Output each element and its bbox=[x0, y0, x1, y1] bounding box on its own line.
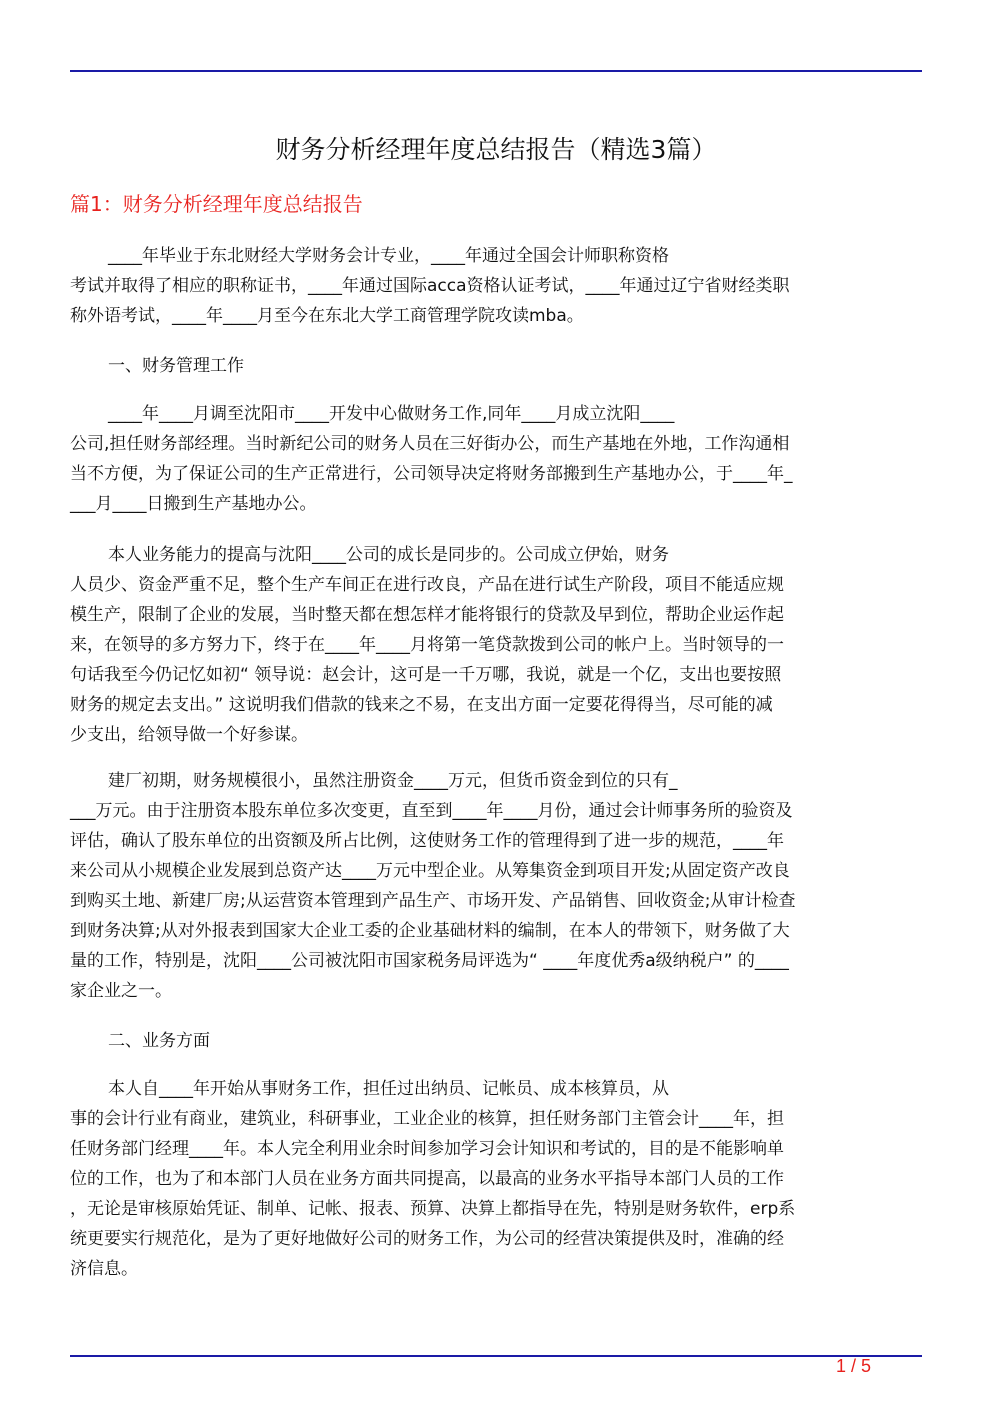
header-rule bbox=[70, 70, 922, 72]
text-line: 量的工作，特别是，沈阳____公司被沈阳市国家税务局评选为“ ____年度优秀a级纳税户” 的____ bbox=[70, 951, 789, 971]
section-heading: 篇1：财务分析经理年度总结报告 bbox=[70, 192, 363, 216]
page-number: 1 / 5 bbox=[836, 1356, 872, 1376]
text-line: 句话我至今仍记忆如初“ 领导说：赵会计，这可是一千万哪，我说，就是一个亿，支出也要按照 bbox=[70, 665, 782, 685]
text-line: 公司,担任财务部经理。当时新纪公司的财务人员在三好街办公，而生产基地在外地，工作沟通相 bbox=[70, 434, 790, 454]
text-line: ____年毕业于东北财经大学财务会计专业，____年通过全国会计师职称资格 bbox=[108, 246, 669, 266]
footer-rule bbox=[70, 1355, 922, 1357]
text-line: 统更要实行规范化，是为了更好地做好公司的财务工作，为公司的经营决策提供及时，准确的经 bbox=[70, 1229, 784, 1249]
text-line: 本人自____年开始从事财务工作，担任过出纳员、记帐员、成本核算员，从 bbox=[108, 1079, 669, 1099]
text-line: 济信息。 bbox=[70, 1259, 138, 1279]
text-line: ____年____月调至沈阳市____开发中心做财务工作,同年____月成立沈阳____ bbox=[108, 404, 675, 424]
paragraph-3 bbox=[70, 540, 922, 750]
text-line: 建厂初期，财务规模很小，虽然注册资金____万元，但货币资金到位的只有_ bbox=[108, 771, 678, 791]
text-line: 来公司从小规模企业发展到总资产达____万元中型企业。从筹集资金到项目开发;从固定资产改良 bbox=[70, 861, 790, 881]
paragraph-5 bbox=[70, 1074, 922, 1284]
text-line: 本人业务能力的提高与沈阳____公司的成长是同步的。公司成立伊始，财务 bbox=[108, 545, 669, 565]
paragraph-1 bbox=[70, 241, 922, 331]
text-line: 称外语考试，____年____月至今在东北大学工商管理学院攻读mba。 bbox=[70, 306, 584, 326]
text-line: 家企业之一。 bbox=[70, 981, 172, 1001]
text-line: 来，在领导的多方努力下，终于在____年____月将第一笔贷款拨到公司的帐户上。当时领导的一 bbox=[70, 635, 784, 655]
text-line: ，无论是审核原始凭证、制单、记帐、报表、预算、决算上都指导在先，特别是财务软件，erp系 bbox=[70, 1199, 796, 1219]
text-line: 模生产，限制了企业的发展，当时整天都在想怎样才能将银行的贷款及早到位，帮助企业运作起 bbox=[70, 605, 784, 625]
text-line: 评估，确认了股东单位的出资额及所占比例，这使财务工作的管理得到了进一步的规范，____年 bbox=[70, 831, 784, 851]
text-line: 考试并取得了相应的职称证书，____年通过国际acca资格认证考试，____年通过辽宁省财经类职 bbox=[70, 276, 790, 296]
text-line: 财务的规定去支出。” 这说明我们借款的钱来之不易，在支出方面一定要花得得当，尽可能的减 bbox=[70, 695, 773, 715]
text-line: 事的会计行业有商业，建筑业，科研事业，工业企业的核算，担任财务部门主管会计____年，担 bbox=[70, 1109, 784, 1129]
text-line: ___万元。由于注册资本股东单位多次变更，直至到____年____月份，通过会计师事务所的验资及 bbox=[70, 801, 793, 821]
text-line: 人员少、资金严重不足，整个生产车间正在进行改良，产品在进行试生产阶段，项目不能适应规 bbox=[70, 575, 784, 595]
text-line: 少支出，给领导做一个好参谋。 bbox=[70, 725, 308, 745]
paragraph-4 bbox=[70, 766, 922, 1006]
text-line: 当不方便，为了保证公司的生产正常进行，公司领导决定将财务部搬到生产基地办公，于____年_ bbox=[70, 464, 793, 484]
text-line: 到购买土地、新建厂房;从运营资本管理到产品生产、市场开发、产品销售、回收资金;从审计检查 bbox=[70, 891, 796, 911]
text-line: 到财务决算;从对外报表到国家大企业工委的企业基础材料的编制，在本人的带领下，财务做了大 bbox=[70, 921, 790, 941]
document-title: 财务分析经理年度总结报告（精选3篇） bbox=[275, 135, 717, 164]
text-line: ___月____日搬到生产基地办公。 bbox=[70, 494, 317, 514]
text-line: 任财务部门经理____年。本人完全利用业余时间参加学习会计知识和考试的，目的是不能影响单 bbox=[70, 1139, 784, 1159]
subheading-business: 二、业务方面 bbox=[108, 1031, 210, 1051]
text-line: 位的工作，也为了和本部门人员在业务方面共同提高，以最高的业务水平指导本部门人员的工作 bbox=[70, 1169, 784, 1189]
subheading-financial-management: 一、财务管理工作 bbox=[108, 356, 244, 376]
paragraph-2 bbox=[70, 399, 922, 519]
